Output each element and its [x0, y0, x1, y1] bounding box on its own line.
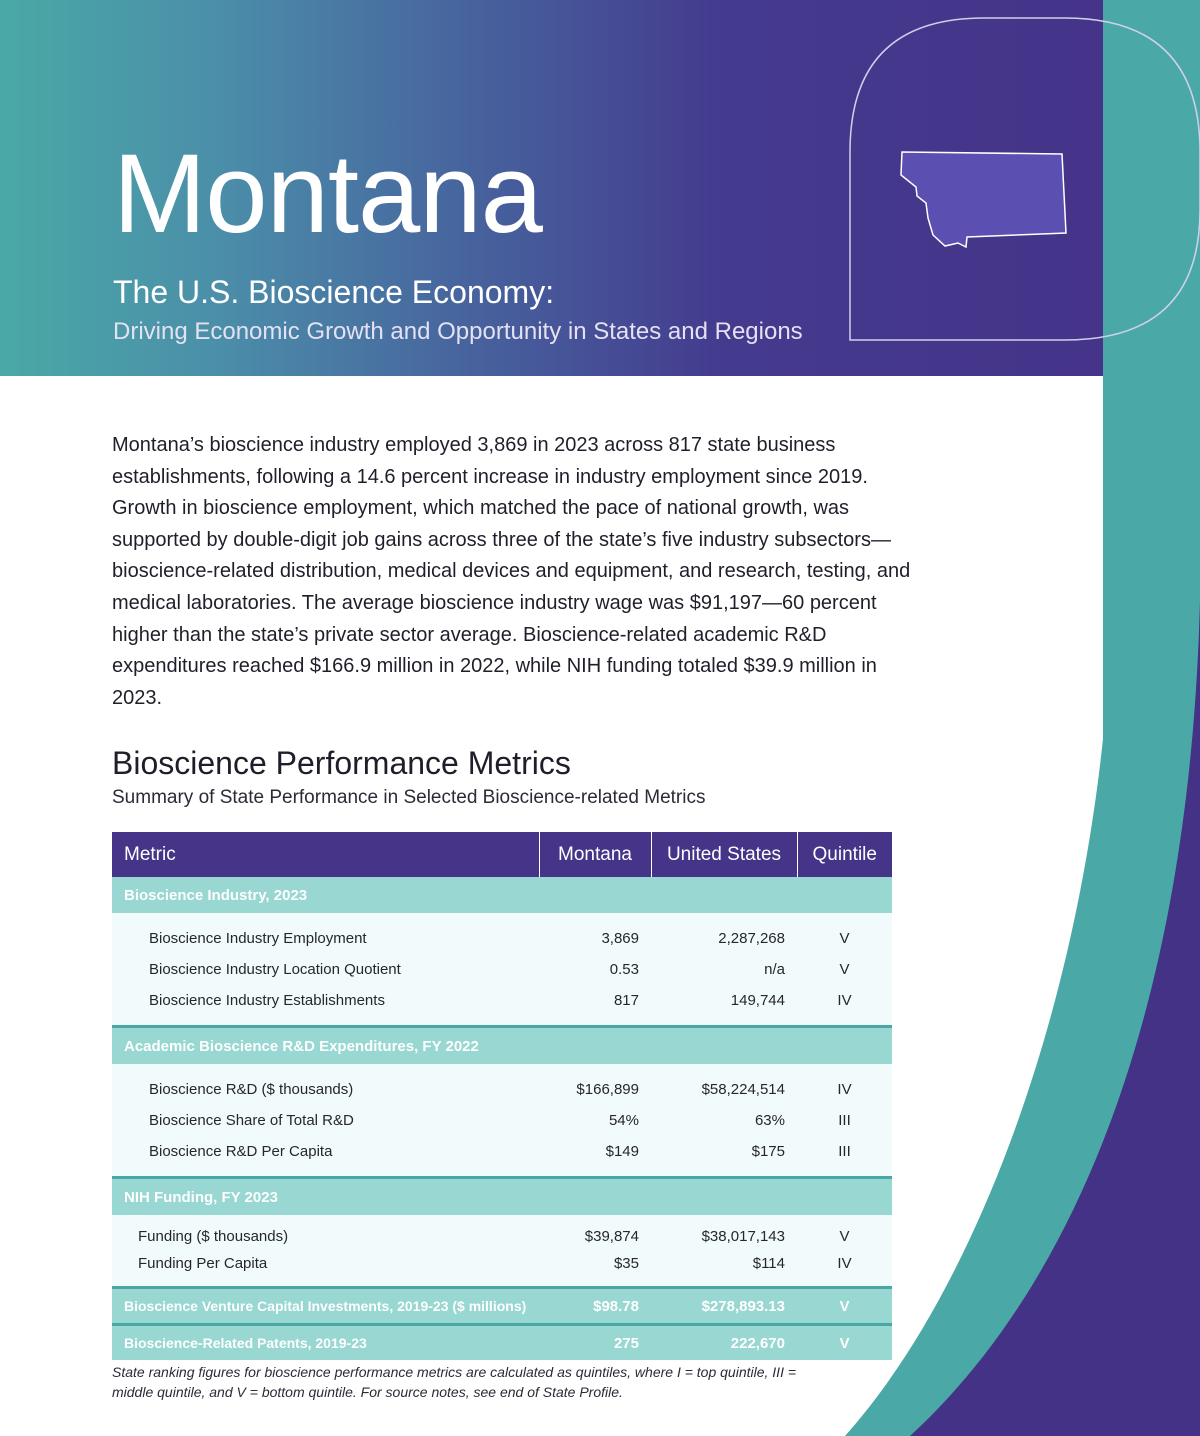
- quintile-value: III: [797, 1105, 892, 1136]
- summary-row-vc: [112, 1289, 892, 1323]
- us-value: 2,287,268: [651, 913, 797, 954]
- report-tagline: Driving Economic Growth and Opportunity in States and Regions: [113, 318, 803, 345]
- us-value: 222,670: [651, 1326, 797, 1360]
- montana-state-icon: [901, 152, 1066, 247]
- metric-label: Bioscience Share of Total R&D: [112, 1105, 539, 1136]
- table-row: [112, 913, 892, 954]
- metric-label: Bioscience Industry Establishments: [112, 985, 539, 1025]
- metric-label: Funding ($ thousands): [112, 1215, 539, 1250]
- quintile-value: V: [797, 1215, 892, 1250]
- quintile-column-header: Quintile: [797, 832, 892, 877]
- metric-column-header: Metric: [112, 832, 539, 877]
- quintile-value: IV: [797, 1250, 892, 1286]
- metrics-title: Bioscience Performance Metrics: [112, 745, 571, 781]
- state-value: 3,869: [539, 913, 651, 954]
- section-rd-label: Academic Bioscience R&D Expenditures, FY 2022: [112, 1028, 892, 1064]
- metric-label: Bioscience R&D Per Capita: [112, 1136, 539, 1176]
- section-header-row: [112, 1179, 892, 1215]
- section-industry-label: Bioscience Industry, 2023: [112, 877, 892, 913]
- table-row: [112, 1105, 892, 1136]
- quintile-value: V: [797, 954, 892, 985]
- us-value: 63%: [651, 1105, 797, 1136]
- table-header-row: [112, 832, 892, 877]
- quintile-value: IV: [797, 985, 892, 1025]
- us-value: 149,744: [651, 985, 797, 1025]
- quintile-value: V: [797, 913, 892, 954]
- metric-label: Funding Per Capita: [112, 1250, 539, 1286]
- section-nih-label: NIH Funding, FY 2023: [112, 1179, 892, 1215]
- intro-paragraph: Montana’s bioscience industry employed 3,869 in 2023 across 817 state business establishments, following a 14.6 percent increase in industry employment since 2019. Growth in bioscience employment, which matched the pace of national growth, was supported by double-digit job gains across three of the state’s five industry subsectors—bioscience-related distribution, medical devices and equipment, and research, testing, and medical laboratories. The average bioscience industry wage was $91,197—60 percent higher than the state’s private sector average. Bioscience-related academic R&D expenditures reached $166.9 million in 2022, while NIH funding totaled $39.9 million in 2023.: [112, 434, 911, 709]
- metric-label: Bioscience R&D ($ thousands): [112, 1064, 539, 1105]
- state-column-header: Montana: [539, 832, 651, 877]
- state-value: $166,899: [539, 1064, 651, 1105]
- metric-label: Bioscience-Related Patents, 2019-23: [112, 1326, 539, 1360]
- state-value: $149: [539, 1136, 651, 1176]
- metric-label: Bioscience Industry Employment: [112, 913, 539, 954]
- us-value: $278,893.13: [651, 1289, 797, 1323]
- quintile-value: IV: [797, 1064, 892, 1105]
- state-value: 0.53: [539, 954, 651, 985]
- quintile-value: III: [797, 1136, 892, 1176]
- metric-label: Bioscience Venture Capital Investments, 2019-23 ($ millions): [112, 1289, 539, 1323]
- quintile-value: V: [797, 1289, 892, 1323]
- us-value: $114: [651, 1250, 797, 1286]
- metrics-table: [112, 832, 892, 1360]
- state-value: $98.78: [539, 1289, 651, 1323]
- footnote: State ranking figures for bioscience performance metrics are calculated as quintiles, where I = top quintile, III = middle quintile, and V = bottom quintile. For source notes, see end of State Profile.: [112, 1364, 797, 1400]
- report-subtitle: The U.S. Bioscience Economy:: [113, 274, 555, 310]
- us-value: $38,017,143: [651, 1215, 797, 1250]
- state-value: $35: [539, 1250, 651, 1286]
- us-value: $175: [651, 1136, 797, 1176]
- state-value: 817: [539, 985, 651, 1025]
- state-value: 54%: [539, 1105, 651, 1136]
- state-title: Montana: [113, 131, 542, 256]
- state-value: $39,874: [539, 1215, 651, 1250]
- table-row: [112, 1136, 892, 1176]
- quintile-value: V: [797, 1326, 892, 1360]
- us-column-header: United States: [651, 832, 797, 877]
- table-row: [112, 954, 892, 985]
- table-row: [112, 1064, 892, 1105]
- us-value: $58,224,514: [651, 1064, 797, 1105]
- us-value: n/a: [651, 954, 797, 985]
- metric-label: Bioscience Industry Location Quotient: [112, 954, 539, 985]
- section-header-row: [112, 877, 892, 913]
- summary-row-patents: [112, 1326, 892, 1360]
- table-row: [112, 1250, 892, 1286]
- table-row: [112, 1215, 892, 1250]
- section-header-row: [112, 1028, 892, 1064]
- state-value: 275: [539, 1326, 651, 1360]
- metrics-subtitle: Summary of State Performance in Selected Bioscience-related Metrics: [112, 787, 706, 808]
- table-row: [112, 985, 892, 1025]
